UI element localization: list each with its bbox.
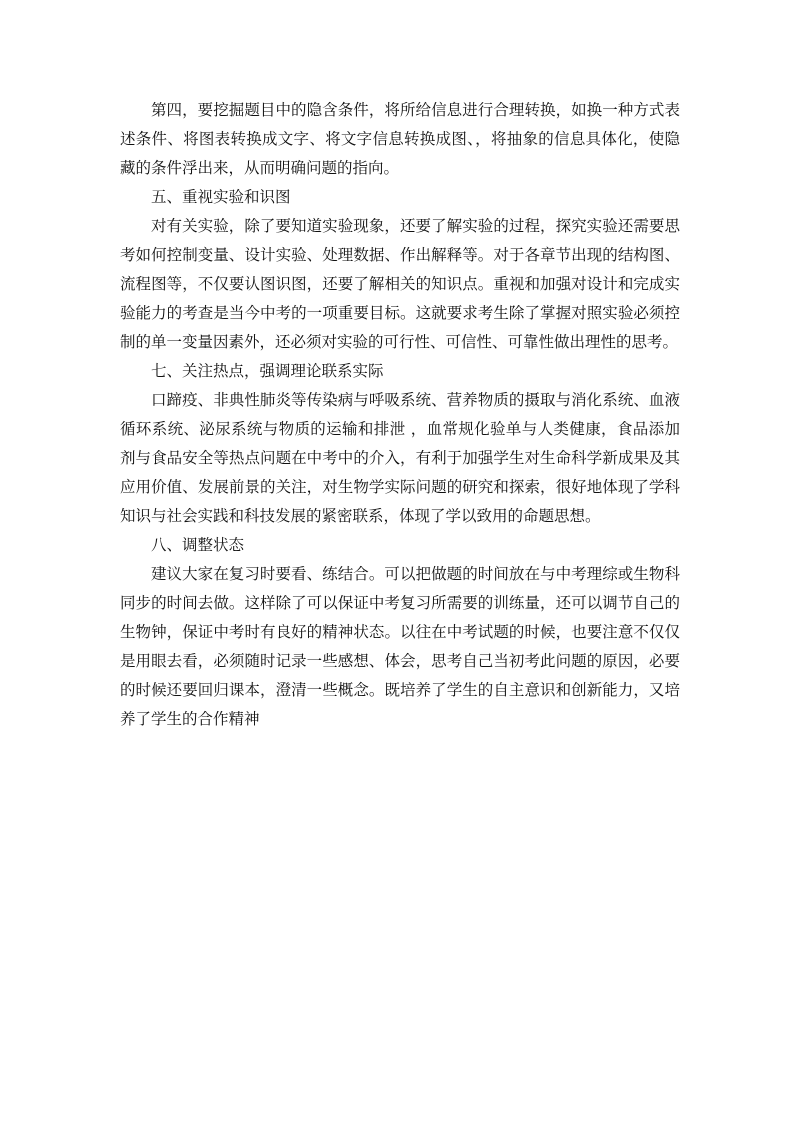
paragraph-experiments: 对有关实验，除了要知道实验现象，还要了解实验的过程，探究实验还需要思考如何控制变量、设计实验、处理数据、作出解释等。对于各章节出现的结构图、流程图等，不仅要认图识图，还要了解相关的知识点。重视和加强对设计和完成实验能力的考查是当今中考的一项重要目标。这就要求考生除了掌握对照实验必须控制的单一变量因素外，还必须对实验的可行性、可信性、可靠性做出理性的思考。 xyxy=(120,217,680,351)
paragraph-adjust-state: 建议大家在复习时要看、练结合。可以把做题的时间放在与中考理综或生物科同步的时间去做。这样除了可以保证中考复习所需要的训练量，还可以调节自己的生物钟，保证中考时有良好的精神状态。以往在中考试题的时候，也要注意不仅仅是用眼去看，必须随时记录一些感想、体会，思考自己当初考此问题的原因，必要的时候还要回归课本，澄清一些概念。既培养了学生的自主意识和创新能力，又培养了学生的合作精神 xyxy=(120,565,680,728)
paragraph-hidden-conditions: 第四，要挖掘题目中的隐含条件，将所给信息进行合理转换，如换一种方式表述条件、将图表转换成文字、将文字信息转换成图、，将抽象的信息具体化，使隐藏的条件浮出来，从而明确问题的指向。 xyxy=(120,101,680,177)
section-heading-adjust-state: 八、调整状态 xyxy=(151,536,245,554)
section-heading-hot-topics: 七、关注热点，强调理论联系实际 xyxy=(151,362,384,380)
document-body xyxy=(120,96,680,734)
paragraph-hot-topics: 口蹄疫、非典性肺炎等传染病与呼吸系统、营养物质的摄取与消化系统、血液循环系统、泌尿系统与物质的运输和排泄 ，血常规化验单与人类健康，食品添加剂与食品安全等热点问题在中考中的介入，有利于加强学生对生命科学新成果及其应用价值、发展前景的关注，对生物学实际问题的研究和探索，很好地体现了学科知识与社会实践和科技发展的紧密联系，体现了学以致用的命题思想。 xyxy=(120,391,680,525)
section-heading-experiments: 五、重视实验和识图 xyxy=(151,188,291,206)
